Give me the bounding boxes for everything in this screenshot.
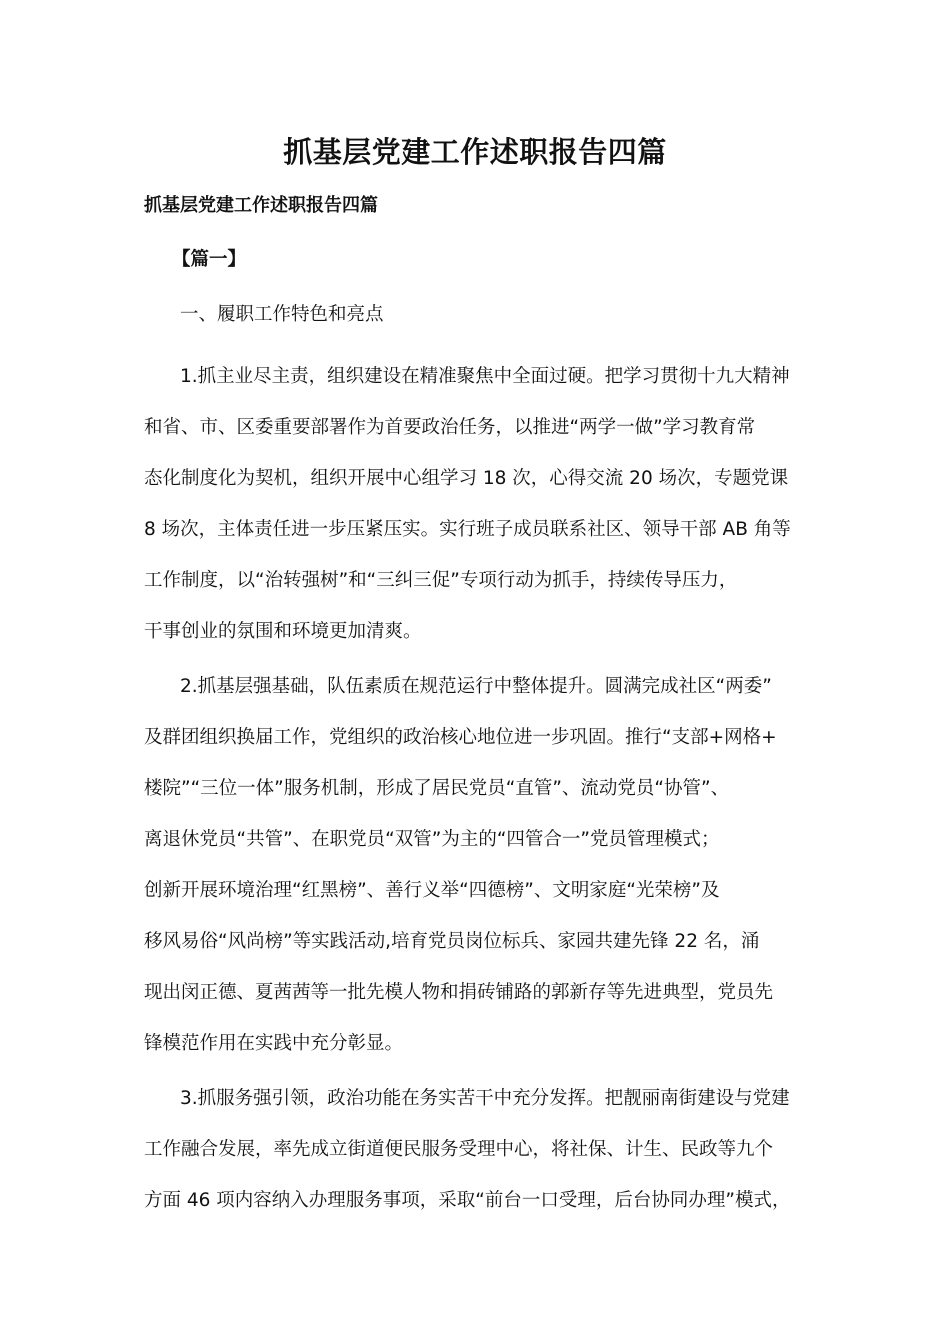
paragraph-line: 3.抓服务强引领，政治功能在务实苦干中充分发挥。把靓丽南街建设与党建 <box>180 1088 790 1109</box>
paragraph-line: 及群团组织换届工作，党组织的政治核心地位进一步巩固。推行“支部+网格+ <box>144 727 777 748</box>
paragraph-line: 工作融合发展，率先成立街道便民服务受理中心，将社保、计生、民政等九个 <box>144 1139 774 1160</box>
section-heading: 一、履职工作特色和亮点 <box>180 304 384 325</box>
paragraph-line: 创新开展环境治理“红黑榜”、善行义举“四德榜”、文明家庭“光荣榜”及 <box>144 880 720 901</box>
document-subtitle: 抓基层党建工作述职报告四篇 <box>144 195 378 216</box>
paragraph-line: 楼院”“三位一体”服务机制，形成了居民党员“直管”、流动党员“协管”、 <box>144 778 730 799</box>
paragraph-line: 锋模范作用在实践中充分彰显。 <box>144 1033 404 1054</box>
paragraph-1 <box>144 351 806 657</box>
paragraph-line: 和省、市、区委重要部署作为首要政治任务，以推进“两学一做”学习教育常 <box>144 417 756 438</box>
document-title: 抓基层党建工作述职报告四篇 <box>283 135 667 169</box>
paragraph-line: 态化制度化为契机，组织开展中心组学习 18 次，心得交流 20 场次，专题党课 <box>144 468 789 489</box>
paragraph-line: 干事创业的氛围和环境更加清爽。 <box>144 621 422 642</box>
paragraph-line: 方面 46 项内容纳入办理服务事项，采取“前台一口受理，后台协同办理”模式， <box>144 1190 791 1211</box>
paragraph-line: 1.抓主业尽主责，组织建设在精准聚焦中全面过硬。把学习贯彻十九大精神 <box>180 366 790 387</box>
paragraph-line: 移风易俗“风尚榜”等实践活动,培育党员岗位标兵、家园共建先锋 22 名，涌 <box>144 931 760 952</box>
paragraph-line: 现出闵正德、夏茜茜等一批先模人物和捐砖铺路的郭新存等先进典型，党员先 <box>144 982 774 1003</box>
paragraph-line: 离退休党员“共管”、在职党员“双管”为主的“四管合一”党员管理模式； <box>144 829 720 850</box>
paragraph-line: 8 场次，主体责任进一步压紧压实。实行班子成员联系社区、领导干部 AB 角等 <box>144 519 791 540</box>
paragraph-2 <box>144 661 806 1069</box>
section-mark: 【篇一】 <box>172 249 247 270</box>
paragraph-line: 2.抓基层强基础，队伍素质在规范运行中整体提升。圆满完成社区“两委” <box>180 676 772 697</box>
paragraph-line: 工作制度，以“治转强树”和“三纠三促”专项行动为抓手，持续传导压力， <box>144 570 738 591</box>
paragraph-3 <box>144 1073 806 1226</box>
